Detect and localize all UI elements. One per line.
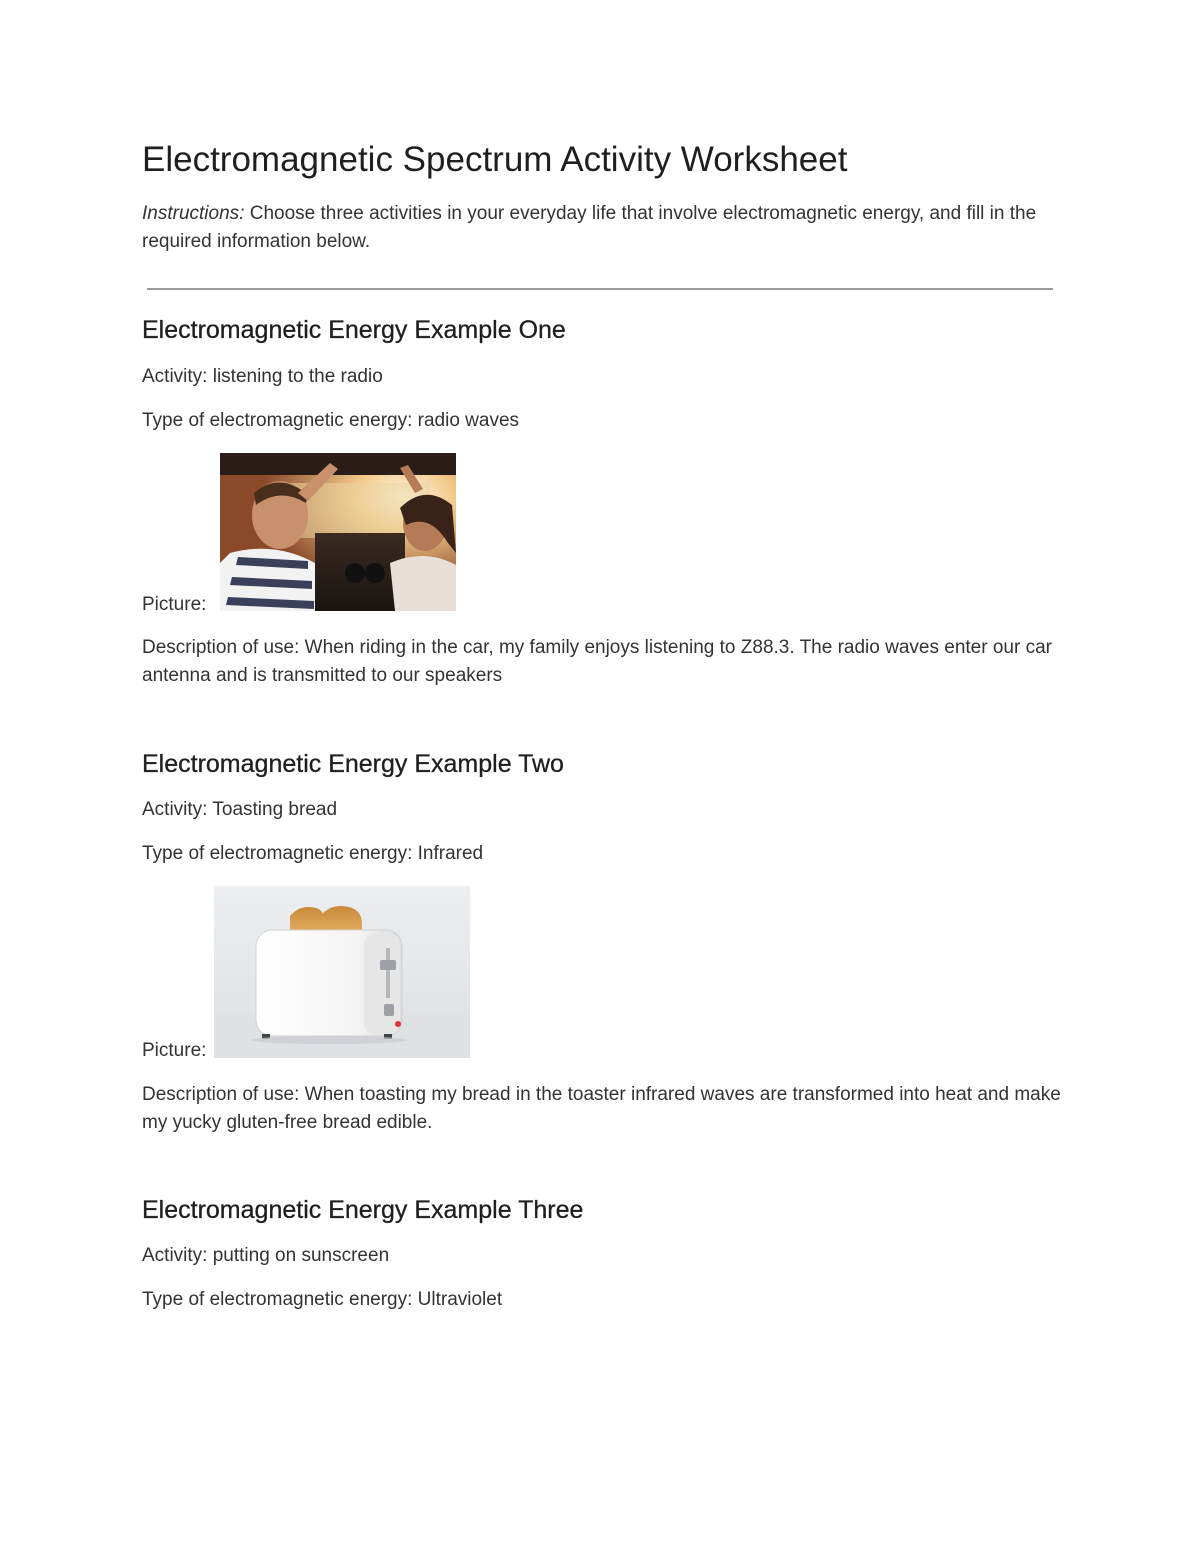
instructions-paragraph	[142, 200, 1062, 256]
example-two-heading: Electromagnetic Energy Example Two	[142, 750, 564, 778]
instructions-text: Choose three activities in your everyday life that involve electromagnetic energy, and fill in the required information below.	[142, 203, 1037, 252]
example-two-picture-label: Picture:	[142, 1040, 207, 1061]
toaster-photo-icon	[214, 886, 470, 1058]
example-one-description: Description of use: When riding in the car, my family enjoys listening to Z88.3. The radio waves enter our car antenna and is transmitted to our speakers	[142, 637, 1052, 686]
horizontal-divider	[147, 288, 1053, 290]
example-one-energy-type: Type of electromagnetic energy: radio waves	[142, 410, 520, 431]
car-radio-photo-icon	[220, 453, 456, 611]
example-two-activity: Activity: Toasting bread	[142, 799, 338, 820]
example-two-description: Description of use: When toasting my bread in the toaster infrared waves are transformed into heat and make my yucky gluten-free bread edible.	[142, 1084, 1061, 1133]
document-title: Electromagnetic Spectrum Activity Worksheet	[142, 140, 848, 179]
example-two-energy-type: Type of electromagnetic energy: Infrared	[142, 843, 484, 864]
example-three-activity: Activity: putting on sunscreen	[142, 1245, 390, 1266]
example-one-activity: Activity: listening to the radio	[142, 366, 383, 387]
example-three-energy-type: Type of electromagnetic energy: Ultraviolet	[142, 1289, 503, 1310]
instructions-label: Instructions:	[142, 203, 245, 224]
example-one-heading: Electromagnetic Energy Example One	[142, 316, 566, 344]
example-one-picture-label: Picture:	[142, 594, 207, 615]
example-three-heading: Electromagnetic Energy Example Three	[142, 1196, 584, 1224]
